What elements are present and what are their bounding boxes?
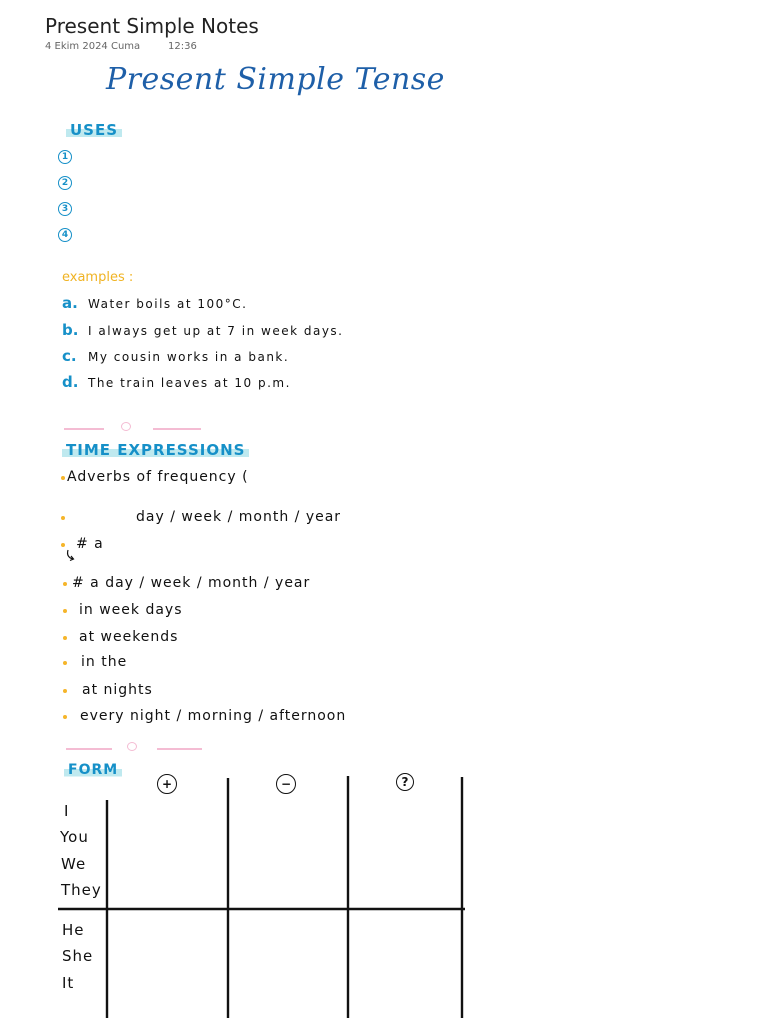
- use-number-3: 3: [58, 202, 72, 216]
- minus-circle-icon: −: [276, 774, 296, 794]
- page-title: Present Simple Notes: [45, 14, 259, 38]
- plus-circle-icon: +: [157, 774, 177, 794]
- examples-label: examples :: [62, 270, 134, 285]
- question-circle-icon: ?: [396, 773, 414, 791]
- time-expression-item: in week days: [79, 602, 183, 618]
- uses-heading: USES: [66, 121, 122, 139]
- example-text-c: My cousin works in a bank.: [88, 350, 290, 364]
- pronoun-label: He: [62, 921, 85, 939]
- time-expression-item: Adverbs of frequency (: [67, 469, 249, 485]
- note-time: 12:36: [168, 41, 197, 52]
- time-expression-item: every night / morning / afternoon: [80, 708, 347, 724]
- example-letter-b: b.: [62, 321, 79, 339]
- time-expressions-heading: TIME EXPRESSIONS: [62, 441, 249, 459]
- time-expression-item: # a day / week / month / year: [72, 575, 311, 591]
- time-expression-item: # a: [76, 536, 104, 552]
- use-number-4: 4: [58, 228, 72, 242]
- pronoun-label: She: [62, 947, 94, 965]
- note-date: 4 Ekim 2024 Cuma: [45, 41, 141, 52]
- time-expression-item: day / week / month / year: [136, 509, 342, 525]
- example-text-d: The train leaves at 10 p.m.: [88, 376, 291, 390]
- pronoun-label: I: [64, 802, 70, 820]
- pronoun-label: You: [60, 828, 89, 846]
- note-heading: Present Simple Tense: [106, 62, 445, 97]
- time-expression-item: at weekends: [79, 629, 179, 645]
- example-text-a: Water boils at 100°C.: [88, 297, 248, 311]
- example-text-b: I always get up at 7 in week days.: [88, 324, 344, 338]
- form-heading: FORM: [64, 762, 122, 778]
- time-expression-item: at nights: [82, 682, 153, 698]
- time-expression-item: in the: [81, 654, 128, 670]
- pronoun-label: They: [61, 881, 102, 899]
- pronoun-label: We: [61, 855, 87, 873]
- example-letter-d: d.: [62, 373, 79, 391]
- pronoun-label: It: [62, 974, 75, 992]
- use-number-2: 2: [58, 176, 72, 190]
- example-letter-a: a.: [62, 294, 78, 312]
- use-number-1: 1: [58, 150, 72, 164]
- example-letter-c: c.: [62, 347, 77, 365]
